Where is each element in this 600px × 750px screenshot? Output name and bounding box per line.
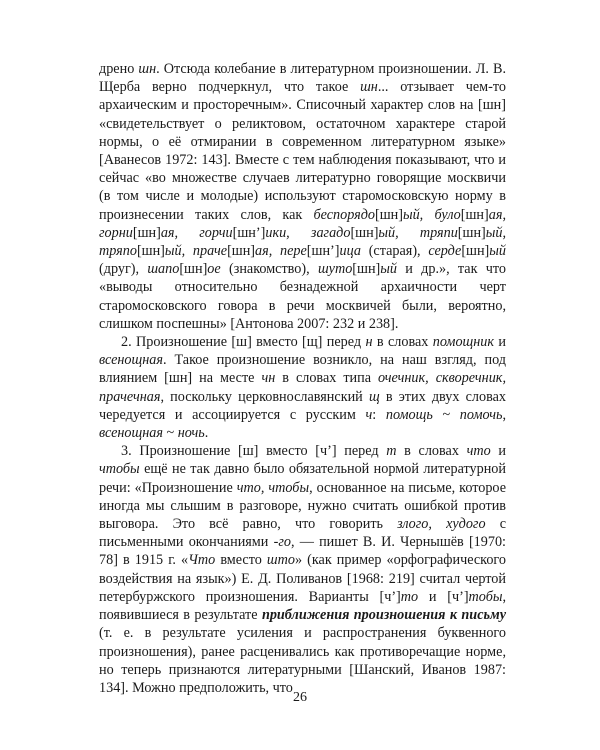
- text-run: ,: [502, 406, 506, 423]
- italic-run: всенощная: [99, 352, 163, 369]
- italic-run: ая, горчи: [160, 224, 233, 241]
- italic-run: помощь: [385, 406, 433, 423]
- italic-run: помощник: [432, 334, 495, 351]
- text-run: .: [204, 425, 209, 442]
- italic-run: Что: [188, 552, 216, 569]
- italic-run: ночь: [177, 425, 205, 442]
- text-run: вместо: [215, 552, 267, 569]
- text-run: [шн’]: [232, 224, 266, 241]
- text-run: , — пишет В. И. Чернышёв [1970: 78] в 1915 г. «: [99, 534, 507, 569]
- italic-run: беспорядо: [313, 206, 376, 223]
- italic-run: ый: [380, 261, 397, 278]
- text-run: и: [490, 443, 506, 460]
- text-run: [шн]: [375, 206, 403, 223]
- body-text: [99, 60, 506, 697]
- italic-run: что, чтобы: [236, 479, 310, 496]
- text-run: [шн]: [460, 206, 489, 223]
- text-run: ~: [162, 425, 178, 442]
- italic-run: чтобы: [99, 461, 140, 478]
- italic-run: ое: [207, 261, 221, 278]
- italic-run: ица: [339, 243, 361, 260]
- text-run: [шн’]: [306, 243, 340, 260]
- italic-run: ый, тряпо: [99, 224, 507, 260]
- text-run: и [ч’]: [418, 588, 469, 605]
- text-run: в словах типа: [275, 370, 379, 387]
- italic-run: что: [466, 443, 491, 460]
- text-run: [шн]: [350, 224, 379, 241]
- italic-run: шн: [360, 79, 378, 96]
- text-run: ~: [432, 406, 460, 423]
- text-run: [шн]: [132, 224, 161, 241]
- text-run: [шн]: [179, 261, 208, 278]
- italic-run: ики, загадо: [265, 224, 351, 241]
- text-run: [шн]: [227, 243, 256, 260]
- text-run: 3. Произношение [ш] вместо [ч’] перед: [121, 443, 387, 460]
- italic-run: шуто: [317, 261, 353, 278]
- text-run: ... отзывает чем-то архаическим и просторечным». Списочный характер слов на [шн] «свидетельствует о реликтовом, остаточном характере старой нормы, о её отмирании в современном литературном языке» [Аванесов 1972: 143]. Вместе с тем наблюдения показывают, что и сейчас «во множестве случаев литературно говорящие москвичи (в том числе и молодые) используют старомосковскую норму в произнесении таких слов, как: [99, 79, 506, 223]
- italic-run: тобы: [468, 588, 503, 605]
- text-run: (старая),: [360, 243, 429, 260]
- text-run: с письменными окончаниями: [99, 516, 506, 551]
- text-run: , появившиеся в результате: [99, 588, 506, 624]
- italic-run: помочь: [459, 406, 503, 423]
- text-run: в словах: [372, 334, 433, 351]
- italic-run: ч: [365, 406, 373, 423]
- text-run: . Такое произношение возникло, на наш взгляд, под влиянием [шн] на месте: [99, 352, 506, 387]
- italic-run: што: [266, 552, 295, 569]
- italic-run: ый: [489, 243, 506, 260]
- italic-run: н: [365, 334, 373, 351]
- text-run: [шн]: [352, 261, 381, 278]
- text-run: :: [372, 406, 386, 423]
- emphasis-run: приближения произношения к письму: [261, 607, 506, 624]
- italic-run: чн: [261, 370, 276, 387]
- text-run: 2. Произношение [ш] вместо [щ] перед: [121, 334, 366, 351]
- italic-run: т: [386, 443, 397, 460]
- text-run: » (как пример «орфографического воздействия на язык») Е. Д. Поливанов [1968: 219] считал чертой петербуржского произношения. Варианты [ч’]: [99, 552, 506, 605]
- italic-run: шн: [138, 61, 157, 77]
- text-run: (друг),: [99, 261, 148, 278]
- italic-run: ый, було: [402, 206, 461, 223]
- text-run: и др.», так что «выводы относительно безнадежной архаичности черт старомосковского говора в речи москвичей были, вероятно, слишком поспешны» [Антонова 2007: 232 и 238].: [99, 261, 507, 332]
- text-run: (т. е. в результате усиления и распространения буквенного произношения), ранее расценивались как противоречащие норме, но теперь признаются литературными [Шанский, Иванов 1987: 134]. Можно предположить, что: [99, 625, 506, 696]
- text-run: в словах: [396, 443, 467, 460]
- italic-run: злого, худого: [397, 516, 486, 533]
- text-run: дрено: [99, 61, 139, 77]
- italic-run: всенощная: [99, 425, 163, 442]
- italic-run: ый, тряпи: [378, 224, 458, 241]
- text-run: ещё не так давно было обязательной нормой литературной речи: «Произношение: [99, 461, 506, 496]
- text-run: и: [494, 334, 507, 351]
- italic-run: ая, пере: [255, 243, 307, 260]
- italic-run: ая, горни: [99, 206, 506, 241]
- text-run: [шн]: [136, 243, 165, 260]
- italic-run: -го: [273, 534, 291, 551]
- text-run: , поскольку церковнославянский: [160, 388, 369, 405]
- italic-run: ый, праче: [164, 243, 228, 260]
- italic-run: очечник, скворечник, прачечная: [99, 370, 506, 405]
- text-run: в этих двух словах чередуется и ассоциируется с русским: [99, 388, 506, 423]
- paragraph-3: [99, 442, 506, 697]
- page-number: 26: [293, 690, 307, 705]
- italic-run: шапо: [147, 261, 180, 278]
- italic-run: то: [400, 588, 419, 605]
- text-run: , основанное на письме, которое иногда мы слышим в разговоре, нужно считать ошибкой против выговора. Это всё равно, что говорить: [99, 479, 506, 533]
- paragraph-1: [99, 60, 506, 333]
- italic-run: серде: [428, 243, 462, 260]
- text-run: (знакомство),: [220, 261, 318, 278]
- italic-run: щ: [368, 388, 380, 405]
- text-run: . Отсюда колебание в литературном произношении. Л. В. Щерба верно подчеркнул, что такое: [99, 61, 507, 96]
- paragraph-2: [99, 333, 506, 442]
- text-run: [шн]: [461, 243, 490, 260]
- text-run: [шн]: [457, 224, 486, 241]
